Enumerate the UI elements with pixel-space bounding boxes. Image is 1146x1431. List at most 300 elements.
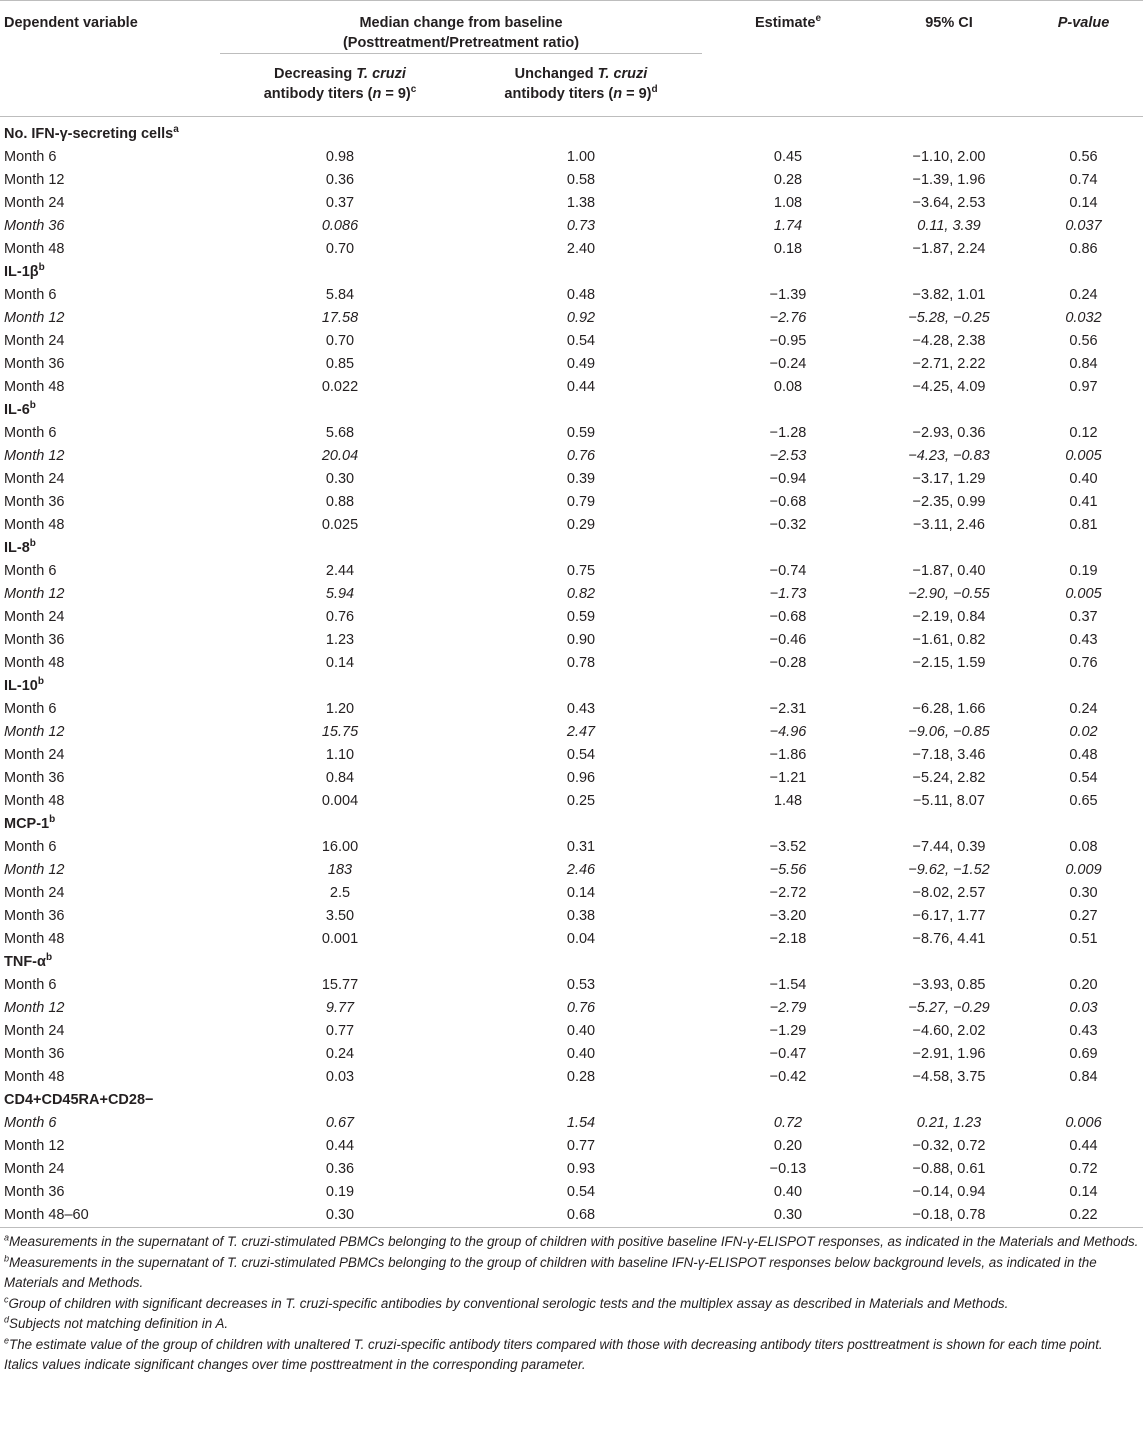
- row-label: Month 6: [4, 977, 57, 993]
- table-row: [0, 445, 1143, 468]
- cell-p-value: 0.56: [1069, 333, 1098, 349]
- cell-decreasing: 0.70: [325, 333, 355, 349]
- cell-unchanged: 0.96: [566, 770, 596, 786]
- table-header: [0, 1, 1143, 124]
- cell-unchanged: 0.92: [566, 310, 596, 326]
- cell-p-value: 0.84: [1069, 1069, 1098, 1085]
- header-p-value: P-value: [1057, 15, 1110, 31]
- cell-decreasing: 0.44: [325, 1138, 355, 1154]
- cell-estimate: −5.56: [769, 862, 807, 878]
- row-label: Month 36: [4, 770, 65, 786]
- cell-p-value: 0.69: [1069, 1046, 1098, 1062]
- cell-estimate: 1.48: [773, 793, 803, 809]
- cell-p-value: 0.19: [1069, 563, 1098, 579]
- cell-decreasing: 5.68: [325, 425, 355, 441]
- cell-p-value: 0.44: [1069, 1138, 1098, 1154]
- row-label: Month 12: [4, 1000, 65, 1016]
- header-dec-text3: = 9): [381, 86, 411, 102]
- cell-ci: −3.11, 2.46: [913, 517, 985, 533]
- cell-decreasing: 0.36: [325, 172, 355, 188]
- table-row: [0, 1043, 1143, 1066]
- cell-decreasing: 0.30: [325, 471, 355, 487]
- footnote-text: Measurements in the supernatant of T. cruzi-stimulated PBMCs belonging to the group of children with positive baseline IFN-γ-ELISPOT responses, as indicated in the Materials and Methods.: [9, 1234, 1139, 1249]
- cell-unchanged: 0.54: [566, 747, 596, 763]
- cell-estimate: −2.18: [769, 931, 807, 947]
- cell-estimate: −2.76: [769, 310, 807, 326]
- table-row: [0, 767, 1143, 790]
- group-label-text: IL-6: [4, 402, 30, 418]
- cell-unchanged: 0.58: [566, 172, 596, 188]
- group-label: [0, 813, 1143, 836]
- cell-ci: −4.25, 4.09: [912, 379, 986, 395]
- cell-unchanged: 0.59: [566, 425, 596, 441]
- cell-ci: −7.18, 3.46: [912, 747, 986, 763]
- footnote-marker: c: [4, 1294, 9, 1305]
- header-dec-text2: antibody titers (: [263, 86, 373, 102]
- header-dec-text1: Decreasing: [274, 66, 357, 82]
- cell-estimate: −4.96: [769, 724, 807, 740]
- cell-decreasing: 0.03: [325, 1069, 355, 1085]
- cell-unchanged: 0.93: [566, 1161, 596, 1177]
- cell-ci: −2.90, −0.55: [908, 586, 990, 602]
- cell-p-value: 0.56: [1069, 149, 1098, 165]
- header-dec-species: T. cruzi: [356, 66, 406, 82]
- cell-estimate: −1.86: [769, 747, 807, 763]
- table-row: [0, 652, 1143, 675]
- group-row: [0, 123, 1143, 146]
- row-label: Month 6: [4, 287, 57, 303]
- cell-ci: −4.58, 3.75: [912, 1069, 986, 1085]
- group-label-sup: b: [37, 676, 44, 688]
- footnote-text: Italics values indicate significant changes over time posttreatment in the corresponding parameter.: [4, 1357, 586, 1372]
- cell-p-value: 0.037: [1065, 218, 1102, 234]
- cell-estimate: −1.39: [769, 287, 807, 303]
- table-row: [0, 882, 1143, 905]
- table-row: [0, 1135, 1143, 1158]
- table-row: [0, 468, 1143, 491]
- cell-estimate: −1.73: [769, 586, 807, 602]
- footnote: [4, 1355, 1142, 1376]
- cell-unchanged: 0.76: [566, 448, 596, 464]
- table-row: [0, 284, 1143, 307]
- cell-decreasing: 2.44: [325, 563, 355, 579]
- cell-p-value: 0.14: [1069, 195, 1098, 211]
- row-label: Month 24: [4, 747, 65, 763]
- cell-ci: −2.93, 0.36: [912, 425, 986, 441]
- cell-ci: −1.87, 2.24: [912, 241, 986, 257]
- cell-estimate: −0.74: [769, 563, 807, 579]
- cell-ci: −4.60, 2.02: [912, 1023, 986, 1039]
- cell-ci: −2.71, 2.22: [912, 356, 986, 372]
- header-dec-n: n: [372, 86, 382, 102]
- cell-unchanged: 0.54: [566, 333, 596, 349]
- cell-ci: −5.27, −0.29: [908, 1000, 990, 1016]
- table-row: [0, 1204, 1143, 1228]
- table-row: [0, 560, 1143, 583]
- row-label: Month 24: [4, 1161, 65, 1177]
- cell-decreasing: 0.001: [321, 931, 359, 947]
- cell-p-value: 0.81: [1069, 517, 1098, 533]
- footnote: [4, 1253, 1142, 1294]
- table-row: [0, 491, 1143, 514]
- cell-p-value: 0.54: [1069, 770, 1098, 786]
- cell-decreasing: 3.50: [325, 908, 355, 924]
- cell-decreasing: 0.67: [325, 1115, 355, 1131]
- cell-unchanged: 0.82: [566, 586, 596, 602]
- cell-decreasing: 0.85: [325, 356, 355, 372]
- cell-ci: −9.62, −1.52: [908, 862, 990, 878]
- cell-unchanged: 0.59: [566, 609, 596, 625]
- group-row: [0, 261, 1143, 284]
- cell-unchanged: 0.77: [566, 1138, 596, 1154]
- row-label: Month 36: [4, 632, 65, 648]
- header-unc-species: T. cruzi: [597, 66, 648, 82]
- cell-decreasing: 0.24: [325, 1046, 355, 1062]
- group-row: [0, 1089, 1143, 1112]
- table-row: [0, 974, 1143, 997]
- cell-p-value: 0.27: [1069, 908, 1098, 924]
- cell-ci: −2.91, 1.96: [912, 1046, 986, 1062]
- header-decreasing-titers: [220, 54, 460, 117]
- row-label: Month 24: [4, 471, 65, 487]
- cell-p-value: 0.51: [1069, 931, 1098, 947]
- table-row: [0, 629, 1143, 652]
- cell-estimate: −2.31: [769, 701, 807, 717]
- cell-p-value: 0.03: [1069, 1000, 1098, 1016]
- row-label: Month 12: [4, 586, 65, 602]
- cell-unchanged: 0.53: [566, 977, 596, 993]
- row-label: Month 36: [4, 356, 65, 372]
- cell-ci: −1.61, 0.82: [912, 632, 986, 648]
- cell-unchanged: 0.31: [566, 839, 596, 855]
- row-label: Month 48: [4, 517, 65, 533]
- group-row: [0, 675, 1143, 698]
- header-unc-text3: = 9): [622, 86, 652, 102]
- cell-ci: −0.18, 0.78: [874, 1204, 1024, 1228]
- row-label: Month 36: [4, 908, 65, 924]
- cell-p-value: 0.84: [1069, 356, 1098, 372]
- header-ci: 95% CI: [925, 15, 973, 31]
- cell-unchanged: 0.04: [566, 931, 596, 947]
- cell-estimate: −0.32: [769, 517, 807, 533]
- group-label-text: No. IFN-γ-secreting cells: [4, 126, 174, 142]
- cell-decreasing: 0.025: [321, 517, 359, 533]
- cell-p-value: 0.02: [1069, 724, 1098, 740]
- row-label: Month 24: [4, 609, 65, 625]
- cell-estimate: −0.95: [769, 333, 807, 349]
- cell-ci: −0.14, 0.94: [912, 1184, 986, 1200]
- cell-decreasing: 2.5: [329, 885, 351, 901]
- cell-p-value: 0.30: [1069, 885, 1098, 901]
- header-estimate-sup: e: [815, 13, 821, 25]
- cell-estimate: −0.68: [769, 609, 807, 625]
- cell-ci: −0.88, 0.61: [912, 1161, 986, 1177]
- cell-unchanged: 0.28: [566, 1069, 596, 1085]
- cell-decreasing: 0.004: [321, 793, 359, 809]
- group-label-text: IL-10: [4, 678, 38, 694]
- cell-p-value: 0.08: [1069, 839, 1098, 855]
- cell-decreasing: 9.77: [325, 1000, 355, 1016]
- row-label: Month 36: [4, 1184, 65, 1200]
- cell-p-value: 0.009: [1065, 862, 1102, 878]
- cell-p-value: 0.43: [1069, 632, 1098, 648]
- cell-p-value: 0.005: [1065, 448, 1102, 464]
- cell-estimate: −0.46: [769, 632, 807, 648]
- table-row: [0, 330, 1143, 353]
- table-row: [0, 376, 1143, 399]
- table-row: [0, 307, 1143, 330]
- cell-estimate: −1.54: [769, 977, 807, 993]
- cell-ci: −8.02, 2.57: [912, 885, 986, 901]
- cell-ci: −5.24, 2.82: [912, 770, 986, 786]
- row-label: Month 24: [4, 195, 65, 211]
- group-row: [0, 813, 1143, 836]
- footnotes: [0, 1232, 1146, 1376]
- cell-unchanged: 0.73: [566, 218, 596, 234]
- cell-estimate: −2.79: [769, 1000, 807, 1016]
- footnote-marker: a: [4, 1232, 10, 1243]
- cell-unchanged: 0.48: [566, 287, 596, 303]
- cell-p-value: 0.97: [1069, 379, 1098, 395]
- cell-ci: −1.39, 1.96: [912, 172, 986, 188]
- cell-decreasing: 0.84: [325, 770, 355, 786]
- cell-estimate: 0.20: [773, 1138, 803, 1154]
- cell-p-value: 0.12: [1069, 425, 1098, 441]
- cell-decreasing: 5.84: [325, 287, 355, 303]
- cell-estimate: 0.18: [773, 241, 803, 257]
- table-row: [0, 744, 1143, 767]
- cell-estimate: −3.52: [769, 839, 807, 855]
- footnote-marker: d: [4, 1314, 10, 1325]
- cell-p-value: 0.005: [1065, 586, 1102, 602]
- cell-unchanged: 1.38: [566, 195, 596, 211]
- cell-ci: −4.28, 2.38: [912, 333, 986, 349]
- cell-ci: −6.17, 1.77: [912, 908, 986, 924]
- cell-unchanged: 0.75: [566, 563, 596, 579]
- header-median-line2: (Posttreatment/Pretreatment ratio): [342, 35, 580, 51]
- cell-unchanged: 2.46: [566, 862, 596, 878]
- header-estimate-label: Estimate: [754, 15, 816, 31]
- cell-p-value: 0.14: [1069, 1184, 1098, 1200]
- row-label: Month 36: [4, 218, 65, 234]
- row-label: Month 48: [4, 1069, 65, 1085]
- row-label: Month 12: [4, 724, 65, 740]
- row-label: Month 6: [4, 563, 57, 579]
- group-label-sup: b: [29, 538, 36, 550]
- cell-decreasing: 0.37: [325, 195, 355, 211]
- cell-decreasing: 0.70: [325, 241, 355, 257]
- cell-estimate: −3.20: [769, 908, 807, 924]
- group-label-text: TNF-α: [4, 954, 46, 970]
- cell-decreasing: 0.086: [321, 218, 359, 234]
- footnote-marker: e: [4, 1335, 10, 1346]
- group-row: [0, 951, 1143, 974]
- cell-p-value: 0.76: [1069, 655, 1098, 671]
- cell-decreasing: 0.19: [325, 1184, 355, 1200]
- cell-estimate: 0.40: [773, 1184, 803, 1200]
- cell-estimate: −1.28: [769, 425, 807, 441]
- cell-ci: −3.93, 0.85: [912, 977, 986, 993]
- cell-unchanged: 2.40: [566, 241, 596, 257]
- cell-estimate: 0.72: [773, 1115, 803, 1131]
- cell-p-value: 0.032: [1065, 310, 1102, 326]
- cell-decreasing: 0.36: [325, 1161, 355, 1177]
- group-label-sup: b: [29, 400, 36, 412]
- group-label-text: IL-1β: [4, 264, 39, 280]
- group-label: [0, 1089, 1143, 1112]
- cell-decreasing: 0.30: [220, 1204, 460, 1228]
- group-row: [0, 399, 1143, 422]
- table-row: [0, 928, 1143, 951]
- cell-decreasing: 5.94: [325, 586, 355, 602]
- cell-p-value: 0.86: [1069, 241, 1098, 257]
- cell-unchanged: 0.25: [566, 793, 596, 809]
- cell-decreasing: 15.77: [321, 977, 359, 993]
- table-row: [0, 422, 1143, 445]
- header-unc-text1: Unchanged: [514, 66, 598, 82]
- footnote-text: The estimate value of the group of children with unaltered T. cruzi-specific antibody titers compared with those with decreasing antibody titers posttreatment is shown for each time point.: [9, 1336, 1103, 1352]
- table-row: [0, 1020, 1143, 1043]
- header-unc-n: n: [613, 86, 623, 102]
- footnote: [4, 1314, 1142, 1335]
- row-label: Month 6: [4, 425, 57, 441]
- footnote: [4, 1232, 1142, 1253]
- footnote-marker: b: [4, 1253, 10, 1264]
- cell-unchanged: 0.14: [566, 885, 596, 901]
- table-row: [0, 859, 1143, 882]
- cell-ci: −2.15, 1.59: [912, 655, 986, 671]
- cell-decreasing: 1.23: [325, 632, 355, 648]
- cell-ci: 0.21, 1.23: [916, 1115, 982, 1131]
- cell-unchanged: 0.44: [566, 379, 596, 395]
- cell-unchanged: 0.40: [566, 1046, 596, 1062]
- cell-p-value: 0.22: [1024, 1204, 1143, 1228]
- cell-unchanged: 0.90: [566, 632, 596, 648]
- row-label: Month 12: [4, 862, 65, 878]
- table-row: [0, 997, 1143, 1020]
- cell-decreasing: 0.022: [321, 379, 359, 395]
- cell-unchanged: 0.76: [566, 1000, 596, 1016]
- cell-estimate: −2.72: [769, 885, 807, 901]
- footnote: [4, 1294, 1142, 1315]
- cell-estimate: 0.45: [773, 149, 803, 165]
- group-label-text: CD4+CD45RA+CD28−: [4, 1092, 154, 1108]
- row-label: Month 48: [4, 655, 65, 671]
- footnote-text: Measurements in the supernatant of T. cruzi-stimulated PBMCs belonging to the group of children with baseline IFN-γ-ELISPOT responses below background levels, as indicated in the Materials and Methods.: [4, 1254, 1097, 1290]
- table-row: [0, 215, 1143, 238]
- cell-unchanged: 1.00: [566, 149, 596, 165]
- table-row: [0, 606, 1143, 629]
- cell-ci: −1.87, 0.40: [912, 563, 986, 579]
- cell-estimate: −0.94: [769, 471, 807, 487]
- group-label: [0, 537, 1143, 560]
- cell-estimate: 0.28: [773, 172, 803, 188]
- cell-ci: −9.06, −0.85: [908, 724, 990, 740]
- cell-ci: −0.32, 0.72: [912, 1138, 986, 1154]
- cell-ci: −5.11, 8.07: [913, 793, 985, 809]
- cell-ci: −2.19, 0.84: [912, 609, 986, 625]
- footnote-text: Group of children with significant decreases in T. cruzi-specific antibodies by conventional serologic tests and the multiplex assay as described in Materials and Methods.: [8, 1295, 1009, 1311]
- table-row: [0, 353, 1143, 376]
- table-row: [0, 721, 1143, 744]
- cell-estimate: 1.08: [773, 195, 803, 211]
- cell-decreasing: 1.20: [325, 701, 355, 717]
- cell-unchanged: 0.78: [566, 655, 596, 671]
- cell-ci: 0.11, 3.39: [917, 218, 981, 234]
- cell-decreasing: 1.10: [325, 747, 355, 763]
- cell-decreasing: 20.04: [321, 448, 359, 464]
- group-label: [0, 261, 1143, 284]
- cell-unchanged: 0.39: [566, 471, 596, 487]
- table-row: [0, 1112, 1143, 1135]
- cell-ci: −6.28, 1.66: [912, 701, 986, 717]
- cell-estimate: −0.68: [769, 494, 807, 510]
- cell-p-value: 0.65: [1069, 793, 1098, 809]
- row-label: Month 6: [4, 149, 57, 165]
- row-label: Month 6: [4, 1115, 57, 1131]
- cell-p-value: 0.24: [1069, 701, 1098, 717]
- header-unc-sup: d: [651, 84, 658, 96]
- row-label: Month 48: [4, 931, 65, 947]
- table-row: [0, 514, 1143, 537]
- cell-p-value: 0.006: [1065, 1115, 1102, 1131]
- cell-unchanged: 0.29: [566, 517, 596, 533]
- row-label: Month 12: [4, 448, 65, 464]
- cell-unchanged: 0.49: [566, 356, 596, 372]
- row-label: Month 24: [4, 1023, 65, 1039]
- cell-ci: −1.10, 2.00: [912, 149, 986, 165]
- table-row: [0, 1158, 1143, 1181]
- group-row: [0, 537, 1143, 560]
- table-row: [0, 790, 1143, 813]
- cell-unchanged: 0.54: [566, 1184, 596, 1200]
- cell-unchanged: 0.68: [460, 1204, 702, 1228]
- cell-p-value: 0.41: [1069, 494, 1098, 510]
- cell-estimate: −0.13: [769, 1161, 807, 1177]
- cell-ci: −7.44, 0.39: [912, 839, 986, 855]
- cell-ci: −2.35, 0.99: [912, 494, 986, 510]
- table-row: [0, 238, 1143, 261]
- cell-decreasing: 0.14: [325, 655, 355, 671]
- cell-unchanged: 0.79: [566, 494, 596, 510]
- row-label: Month 12: [4, 1138, 65, 1154]
- cell-estimate: 0.08: [773, 379, 803, 395]
- cell-p-value: 0.20: [1069, 977, 1098, 993]
- cell-estimate: −2.53: [769, 448, 807, 464]
- row-label: Month 6: [4, 701, 57, 717]
- group-label-sup: b: [45, 952, 53, 964]
- cell-estimate: 1.74: [773, 218, 803, 234]
- group-label: [0, 951, 1143, 974]
- cell-p-value: 0.40: [1069, 471, 1098, 487]
- table-row: [0, 1066, 1143, 1089]
- cell-decreasing: 0.98: [325, 149, 355, 165]
- cell-decreasing: 0.88: [325, 494, 355, 510]
- cell-ci: −8.76, 4.41: [912, 931, 986, 947]
- table-row: [0, 905, 1143, 928]
- cell-ci: −3.82, 1.01: [912, 287, 986, 303]
- group-label: [0, 399, 1143, 422]
- cell-estimate: −1.21: [769, 770, 807, 786]
- cell-decreasing: 15.75: [321, 724, 359, 740]
- header-dec-sup: c: [410, 84, 417, 96]
- cell-decreasing: 16.00: [321, 839, 359, 855]
- cell-decreasing: 183: [327, 862, 353, 878]
- row-label: Month 24: [4, 333, 65, 349]
- row-label: Month 6: [4, 839, 57, 855]
- row-label: Month 36: [4, 1046, 65, 1062]
- table-row: [0, 698, 1143, 721]
